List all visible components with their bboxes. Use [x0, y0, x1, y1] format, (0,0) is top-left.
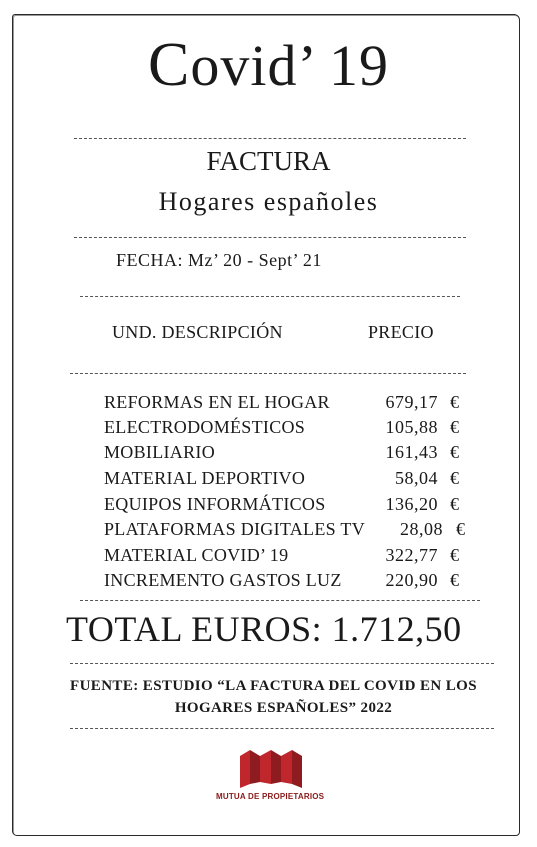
euro-symbol: € — [456, 519, 465, 539]
item-description: MATERIAL DEPORTIVO — [104, 468, 306, 488]
divider — [80, 296, 460, 297]
divider — [74, 138, 466, 139]
invoice-subheading: Hogares españoles — [158, 187, 379, 216]
building-blocks-logo-icon — [240, 748, 302, 788]
euro-symbol: € — [450, 545, 459, 565]
item-price: 220,90 — [385, 570, 438, 590]
euro-symbol: € — [450, 392, 459, 412]
item-price: 679,17 — [385, 392, 438, 412]
item-price: 58,04 — [395, 468, 438, 488]
euro-symbol: € — [450, 417, 459, 437]
euro-symbol: € — [450, 468, 459, 488]
item-description: MATERIAL COVID’ 19 — [104, 545, 289, 565]
item-description: MOBILIARIO — [104, 442, 215, 462]
item-description: ELECTRODOMÉSTICOS — [104, 417, 306, 437]
column-header-description: UND. DESCRIPCIÓN — [112, 322, 283, 342]
item-price: 28,08 — [400, 519, 443, 539]
source-line-1: FUENTE: ESTUDIO “LA FACTURA DEL COVID EN LOS — [70, 678, 477, 694]
euro-symbol: € — [450, 570, 459, 590]
logo-wordmark: MUTUA DE PROPIETARIOS — [216, 792, 325, 801]
item-price: 322,77 — [385, 545, 438, 565]
item-description: EQUIPOS INFORMÁTICOS — [104, 494, 326, 514]
total-amount: TOTAL EUROS: 1.712,50 — [66, 609, 462, 649]
divider — [70, 373, 466, 374]
divider — [74, 237, 466, 238]
divider — [70, 663, 494, 664]
divider — [70, 728, 494, 729]
date-range: FECHA: Mz’ 20 - Sept’ 21 — [116, 250, 322, 270]
divider — [80, 600, 480, 601]
column-header-price: PRECIO — [368, 322, 434, 342]
item-description: REFORMAS EN EL HOGAR — [104, 392, 330, 412]
source-line-2: HOGARES ESPAÑOLES” 2022 — [174, 700, 393, 716]
item-description: PLATAFORMAS DIGITALES TV — [104, 519, 366, 539]
title-initial: C — [148, 31, 191, 99]
item-description: INCREMENTO GASTOS LUZ — [104, 570, 342, 590]
item-price: 161,43 — [385, 442, 438, 462]
invoice-heading: FACTURA — [206, 146, 331, 176]
euro-symbol: € — [450, 494, 459, 514]
item-price: 136,20 — [385, 494, 438, 514]
euro-symbol: € — [450, 442, 459, 462]
item-price: 105,88 — [385, 417, 438, 437]
title-rest: ovid’ 19 — [190, 33, 389, 98]
receipt-title — [0, 30, 537, 101]
